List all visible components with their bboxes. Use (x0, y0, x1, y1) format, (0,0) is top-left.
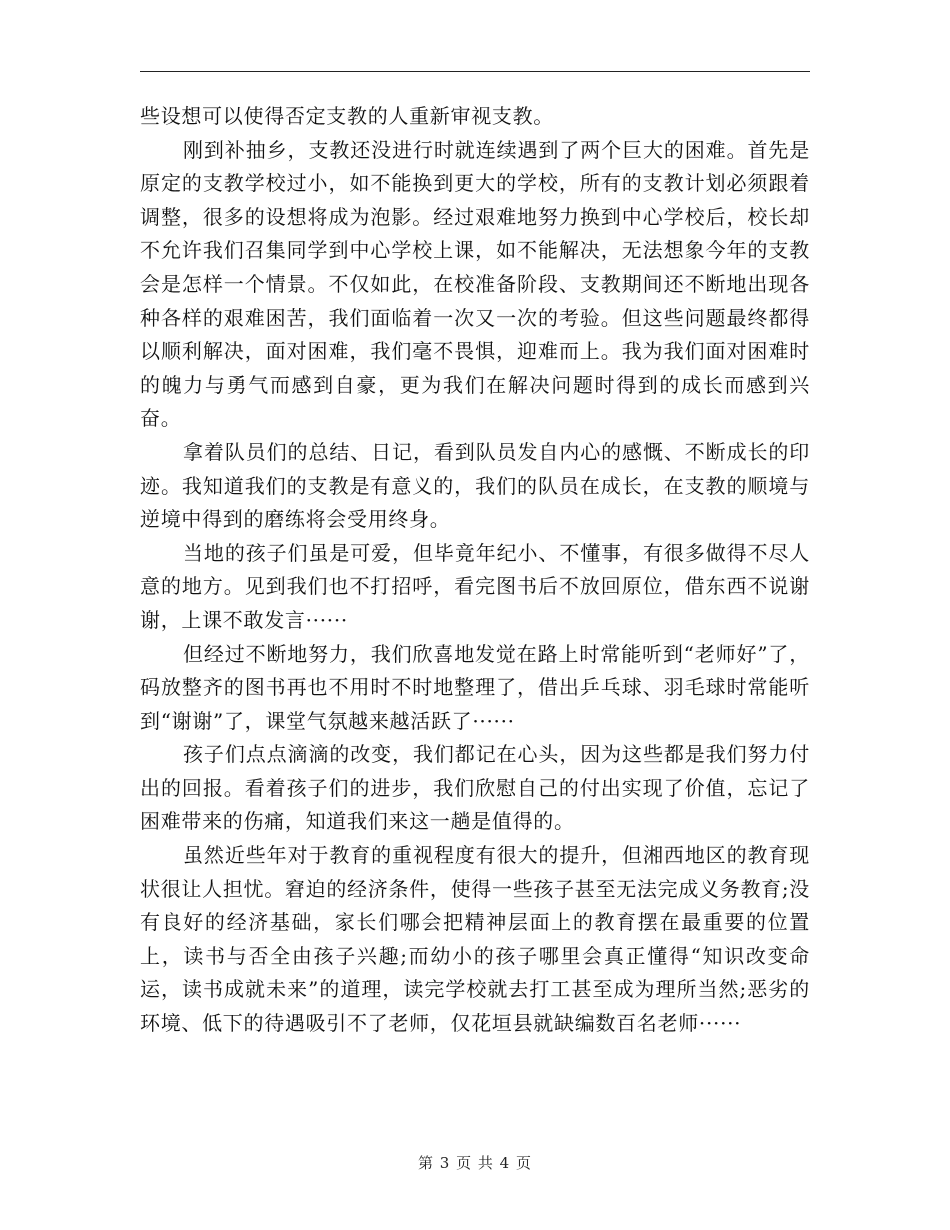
paragraph-3: 拿着队员们的总结、日记，看到队员发自内心的感慨、不断成长的印迹。我知道我们的支教是有意义的，我们的队员在成长，在支教的顺境与逆境中得到的磨练将会受用终身。 (140, 439, 810, 532)
document-body (140, 100, 810, 1041)
paragraph-1: 些设想可以使得否定支教的人重新审视支教。 (140, 104, 554, 128)
paragraph-4: 当地的孩子们虽是可爱，但毕竟年纪小、不懂事，有很多做得不尽人意的地方。见到我们也不打招呼，看完图书后不放回原位，借东西不说谢谢，上课不敢发言······ (140, 540, 810, 632)
paragraph-2: 刚到补抽乡，支教还没进行时就连续遇到了两个巨大的困难。首先是原定的支教学校过小，如不能换到更大的学校，所有的支教计划必须跟着调整，很多的设想将成为泡影。经过艰难地努力换到中心学校后，校长却不允许我们召集同学到中心学校上课，如不能解决，无法想象今年的支教会是怎样一个情景。不仅如此，在校准备阶段、支教期间还不断地出现各种各样的艰难困苦，我们面临着一次又一次的考验。但这些问题最终都得以顺利解决，面对困难，我们毫不畏惧，迎难而上。我为我们面对困难时的魄力与勇气而感到自豪，更为我们在解决问题时得到的成长而感到兴奋。 (140, 137, 810, 431)
paragraph-6: 孩子们点点滴滴的改变，我们都记在心头，因为这些都是我们努力付出的回报。看着孩子们的进步，我们欣慰自己的付出实现了价值，忘记了困难带来的伤痛，知道我们来这一趟是值得的。 (140, 742, 810, 834)
page-number-footer: 第 3 页 共 4 页 (418, 1154, 532, 1172)
paragraph-5: 但经过不断地努力，我们欣喜地发觉在路上时常能听到“老师好”了，码放整齐的图书再也不用时不时地整理了，借出乒乓球、羽毛球时常能听到“谢谢”了，课堂气氛越来越活跃了······ (140, 641, 810, 733)
header-rule (140, 71, 810, 72)
paragraph-7: 虽然近些年对于教育的重视程度有很大的提升，但湘西地区的教育现状很让人担忧。窘迫的经济条件，使得一些孩子甚至无法完成义务教育;没有良好的经济基础，家长们哪会把精神层面上的教育摆在最重要的位置上，读书与否全由孩子兴趣;而幼小的孩子哪里会真正懂得“知识改变命运，读书成就未来”的道理，读完学校就去打工甚至成为理所当然;恶劣的环境、低下的待遇吸引不了老师，仅花垣县就缺编数百名老师······ (140, 843, 810, 1036)
